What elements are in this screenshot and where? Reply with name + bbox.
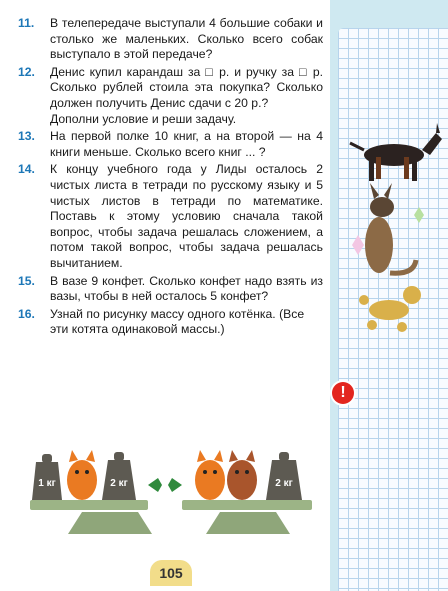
scales-illustration bbox=[12, 430, 327, 540]
problem-list bbox=[18, 16, 323, 340]
problem-13 bbox=[18, 129, 323, 160]
weight-1kg bbox=[32, 454, 62, 500]
problem-number: 16. bbox=[18, 306, 35, 321]
weight-label: 1 кг bbox=[38, 478, 56, 489]
problem-number: 13. bbox=[18, 129, 35, 144]
right-scale bbox=[168, 450, 312, 534]
problem-text: Узнай по рисунку массу одного котёнка. (Все эти котята одинаковой массы.) bbox=[50, 306, 305, 337]
problem-number: 14. bbox=[18, 162, 35, 177]
problem-16 bbox=[18, 307, 323, 338]
weight-2kg bbox=[266, 452, 302, 500]
problem-number: 15. bbox=[18, 273, 35, 288]
kitten-brown bbox=[227, 450, 257, 500]
problem-14 bbox=[18, 162, 323, 271]
margin-strip bbox=[330, 0, 338, 591]
doberman-dog bbox=[350, 123, 442, 181]
problem-15 bbox=[18, 274, 323, 305]
dogs-illustration bbox=[344, 95, 444, 345]
poodle-dog bbox=[359, 286, 421, 332]
weight-label: 2 кг bbox=[110, 478, 128, 489]
problem-text: К концу учебного года у Лиды осталось 2 чистых листа в тетради по русскому языку и 5 чистых листов в тетради по математике. Поставь к этому условию сначала такой вопрос, чтобы задача решалась сложением, а потом такой вопрос, чтобы задача решалась вычитанием. bbox=[50, 162, 323, 270]
problem-number: 12. bbox=[18, 64, 35, 79]
exclamation-icon: ! bbox=[332, 382, 354, 404]
grid-header bbox=[338, 0, 448, 28]
problem-text: Денис купил карандаш за □ р. и ручку за □ р. Сколько рублей стоила эта покупка? Сколько должен получить Денис сдачи с 20 р.? bbox=[50, 64, 323, 110]
problem-12 bbox=[18, 65, 323, 127]
problem-11 bbox=[18, 16, 323, 63]
weight-label: 2 кг bbox=[275, 478, 293, 489]
problem-text: В телепередаче выступали 4 большие собаки и столько же маленьких. Сколько всего собак выступало в этой передаче? bbox=[50, 16, 323, 62]
problem-instruction: Дополни условие и реши задачу. bbox=[50, 111, 237, 126]
kitten-orange bbox=[67, 450, 97, 500]
kitten-orange bbox=[195, 450, 225, 500]
problem-text: На первой полке 10 книг, а на второй — на 4 книги меньше. Сколько всего книг ... ? bbox=[50, 129, 323, 159]
shepherd-dog bbox=[352, 183, 424, 273]
page-number: 105 bbox=[150, 560, 192, 586]
problem-text: В вазе 9 конфет. Сколько конфет надо взять из вазы, чтобы в ней осталось 5 конфет? bbox=[50, 273, 323, 304]
problem-number: 11. bbox=[18, 16, 35, 30]
left-scale bbox=[30, 450, 162, 534]
weight-2kg bbox=[102, 452, 136, 500]
